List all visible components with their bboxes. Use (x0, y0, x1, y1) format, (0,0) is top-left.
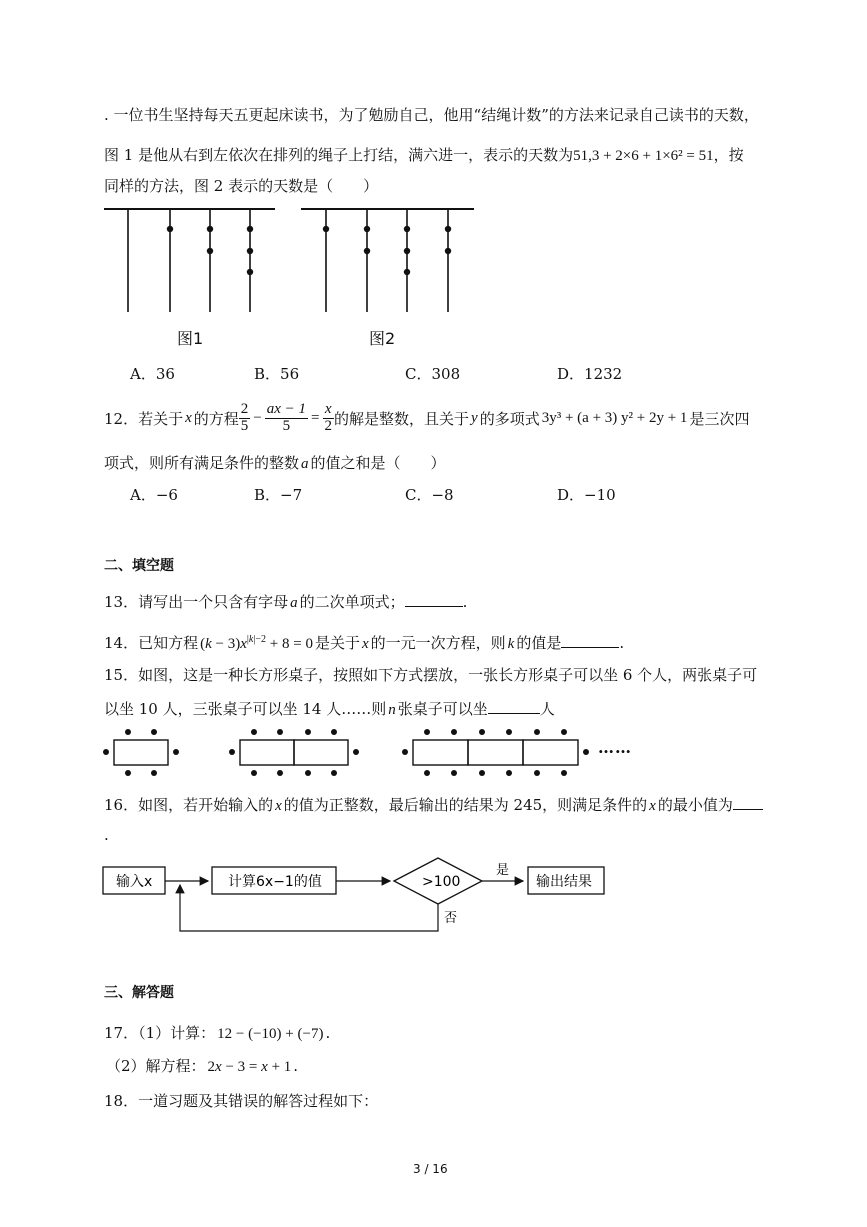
flow-compute-label: 计算6x−1的值 (228, 874, 322, 890)
q12-line2-post: 的值之和是（ ） (310, 454, 446, 472)
q16-pre: 16．如图，若开始输入的 (104, 796, 274, 814)
q12-option-c: C．−8 (405, 486, 454, 504)
q17-part2-formula: 2x − 3 = x + 1 (207, 1059, 292, 1075)
q12-option-d: D．−10 (557, 486, 616, 504)
tables-figure-detail (100, 728, 660, 780)
q17-part2 (106, 1055, 298, 1076)
q15-line2-pre: 以坐 10 人，三张桌子可以坐 14 人……则 (104, 700, 387, 718)
q14-mid: 是关于 (314, 634, 360, 652)
q15-var-n: n (388, 702, 396, 718)
q17-part1-formula: 12 − (−10) + (−7) (217, 1026, 324, 1042)
q12-var-a: a (301, 456, 309, 472)
q17-part1-pre: 17．（1）计算： (104, 1024, 216, 1042)
figure-1 (104, 209, 275, 312)
flow-no-label: 否 (444, 911, 458, 926)
flow-input-label: 输入x (116, 874, 153, 890)
q15-line1: 15．如图，这是一种长方形桌子，按照如下方式摆放，一张长方形桌子可以坐 6 个人，两张桌子可 (104, 666, 758, 684)
q13-end: . (462, 593, 468, 611)
q16-var-x2: x (649, 798, 656, 814)
q11-line2 (104, 144, 744, 165)
q16-line1 (104, 794, 763, 815)
q15-answer-blank[interactable] (488, 699, 540, 714)
q15-line2-post: 人 (539, 700, 555, 718)
q11-option-c: C．308 (405, 365, 461, 383)
q11-formula: 51,3 + 2×6 + 1×6² = 51 (573, 148, 714, 164)
figure-2-label: 图2 (369, 329, 396, 348)
section-2-title: 二、填空题 (104, 558, 174, 574)
q12-line2 (104, 452, 446, 473)
q14-answer-blank[interactable] (561, 633, 619, 648)
q12-pre: 12．若关于 (104, 409, 184, 428)
flow-loop-arrow (180, 885, 438, 931)
q18: 18．一道习题及其错误的解答过程如下： (104, 1092, 379, 1110)
q17-part2-pre: （2）解方程： (106, 1057, 206, 1075)
flowchart (100, 852, 615, 938)
figure-1-label: 图1 (177, 329, 204, 348)
figure-2 (301, 209, 474, 312)
tables-ellipsis: …… (598, 738, 632, 757)
q12-line2-pre: 项式，则所有满足条件的整数 (104, 454, 300, 472)
q12-option-a: A．−6 (130, 486, 178, 504)
flow-yes-label: 是 (496, 863, 510, 878)
q16-post: 的最小值为 (657, 796, 733, 814)
q16-mid: 的值为正整数，最后输出的结果为 245，则满足条件的 (283, 796, 648, 814)
q17-part1-end: . (325, 1024, 331, 1042)
q12-polynomial: 3y³ + (a + 3) y² + 2y + 1 (541, 409, 688, 426)
q12-mid2: 的解是整数，且关于 (334, 409, 470, 428)
q12-fraction-2: $\frac{ax - 1}{5}$ (266, 400, 307, 434)
q12-mid3: 的多项式 (479, 409, 540, 428)
q14 (104, 632, 624, 653)
q13-pre: 13．请写出一个只含有字母 (104, 593, 289, 611)
q12-var-y: y (471, 409, 478, 426)
page-number: 3 / 16 (413, 1162, 448, 1176)
section-3-title: 三、解答题 (104, 985, 174, 1001)
q12-fraction-3: $\frac{x}{2}$ (324, 400, 332, 434)
q16-var-x: x (275, 798, 282, 814)
q11-line2-post: ，按 (713, 146, 744, 164)
q11-line3: 同样的方法，图 2 表示的天数是（ ） (104, 177, 379, 195)
q12-option-b: B．−7 (254, 486, 303, 504)
flow-output-label: 输出结果 (536, 874, 592, 890)
q12-line1: 12．若关于 x 的方程 $\frac{2}{5}$ − $\frac{ax - 1}{5}$ = $\frac{x}{2}$ 的解是整数，且关于 y 的多项式 3y³ + (a + 3) y² + 2y + 1 是三次四 (104, 400, 750, 434)
q14-end: . (619, 634, 625, 652)
q16-answer-blank[interactable] (733, 795, 763, 810)
q13-answer-blank[interactable] (405, 592, 463, 607)
q13 (104, 591, 467, 612)
q13-post: 的二次单项式； (299, 593, 405, 611)
q14-formula: $(k - 3)x^{|k|-2} + 8 = 0$ (200, 634, 313, 652)
q15-line2 (104, 698, 555, 719)
q12-var-x: x (185, 409, 192, 426)
q13-var-a: a (290, 595, 298, 611)
q11-option-b: B．56 (254, 365, 300, 383)
q12-fraction-1: $\frac{2}{5}$ (240, 400, 249, 434)
q12-mid1: 的方程 (193, 409, 239, 428)
q14-var-x: x (361, 636, 369, 652)
q14-mid2: 的一元一次方程，则 (370, 634, 506, 652)
q11-line2-text: 图 1 是他从右到左依次在排列的绳子上打结，满六进一，表示的天数为 (104, 146, 574, 164)
q14-var-k: k (507, 636, 515, 652)
q11-option-d: D．1232 (557, 365, 623, 383)
q15-line2-mid: 张桌子可以坐 (397, 700, 488, 718)
flow-condition-label: >100 (422, 874, 461, 890)
q12-post: 是三次四 (689, 409, 750, 428)
q14-pre: 14．已知方程 (104, 634, 199, 652)
q11-option-a: A．36 (130, 365, 175, 383)
knot-figures (100, 200, 480, 350)
q16-period: . (104, 826, 109, 844)
q14-post: 的值是 (516, 634, 562, 652)
q17-part1 (104, 1022, 330, 1043)
q11-line1: . 一位书生坚持每天五更起床读书，为了勉励自己，他用“结绳计数”的方法来记录自己读书的天数， (104, 106, 759, 124)
q17-part2-end: . (293, 1057, 299, 1075)
